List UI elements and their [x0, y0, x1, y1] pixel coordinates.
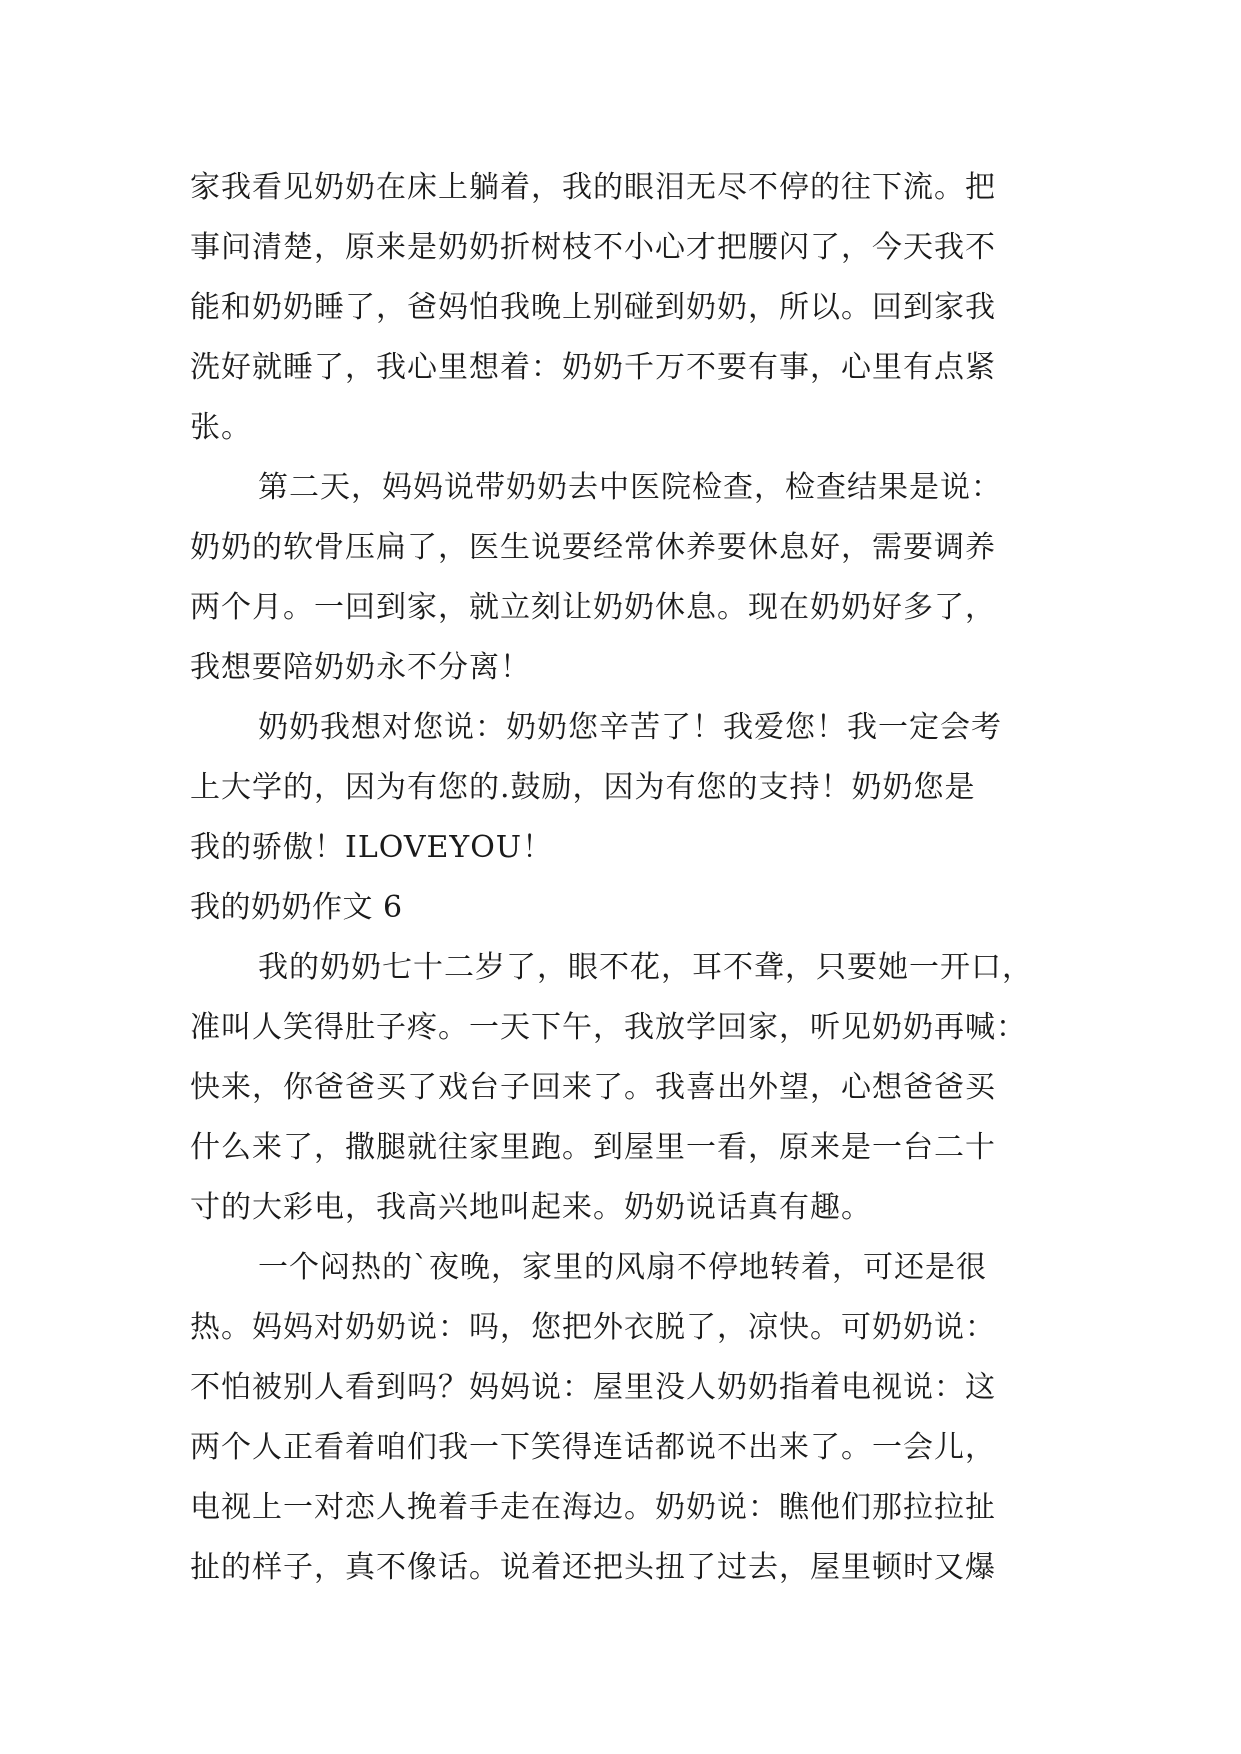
text-line: 两个月。一回到家，就立刻让奶奶休息。现在奶奶好多了，	[190, 590, 996, 625]
text-line: 扯的样子，真不像话。说着还把头扭了过去，屋里顿时又爆	[190, 1550, 996, 1585]
text-line: 家我看见奶奶在床上躺着，我的眼泪无尽不停的往下流。把	[190, 170, 996, 205]
paragraph-start-line: 第二天，妈妈说带奶奶去中医院检查，检查结果是说：	[258, 470, 1002, 505]
text-line: 电视上一对恋人挽着手走在海边。奶奶说：瞧他们那拉拉扯	[190, 1490, 996, 1525]
text-line: 奶奶的软骨压扁了，医生说要经常休养要休息好，需要调养	[190, 530, 996, 565]
text-line: 不怕被别人看到吗？妈妈说：屋里没人奶奶指着电视说：这	[190, 1370, 996, 1405]
document-body	[190, 158, 1070, 1598]
text-line: 我想要陪奶奶永不分离！	[190, 650, 531, 685]
paragraph-start-line: 奶奶我想对您说：奶奶您辛苦了！我爱您！我一定会考	[258, 710, 1002, 745]
text-line: 上大学的，因为有您的.鼓励，因为有您的支持！奶奶您是	[190, 770, 976, 805]
text-line: 准叫人笑得肚子疼。一天下午，我放学回家，听见奶奶再喊：	[190, 1010, 1027, 1045]
text-line: 能和奶奶睡了，爸妈怕我晚上别碰到奶奶，所以。回到家我	[190, 290, 996, 325]
text-line: 热。妈妈对奶奶说：吗，您把外衣脱了，凉快。可奶奶说：	[190, 1310, 996, 1345]
text-line: 两个人正看着咱们我一下笑得连话都说不出来了。一会儿，	[190, 1430, 996, 1465]
paragraph-start-line: 我的奶奶七十二岁了，眼不花，耳不聋，只要她一开口，	[258, 950, 1033, 985]
text-line: 我的骄傲！ILOVEYOU！	[190, 830, 554, 865]
text-line: 寸的大彩电，我高兴地叫起来。奶奶说话真有趣。	[190, 1190, 872, 1225]
text-line: 洗好就睡了，我心里想着：奶奶千万不要有事，心里有点紧	[190, 350, 996, 385]
text-line: 快来，你爸爸买了戏台子回来了。我喜出外望，心想爸爸买	[190, 1070, 996, 1105]
text-line: 什么来了，撒腿就往家里跑。到屋里一看，原来是一台二十	[190, 1130, 996, 1165]
text-line: 事问清楚，原来是奶奶折树枝不小心才把腰闪了，今天我不	[190, 230, 996, 265]
text-line: 张。	[190, 410, 252, 445]
paragraph-start-line: 一个闷热的`夜晚，家里的风扇不停地转着，可还是很	[258, 1250, 987, 1285]
section-heading: 我的奶奶作文 6	[190, 890, 403, 925]
